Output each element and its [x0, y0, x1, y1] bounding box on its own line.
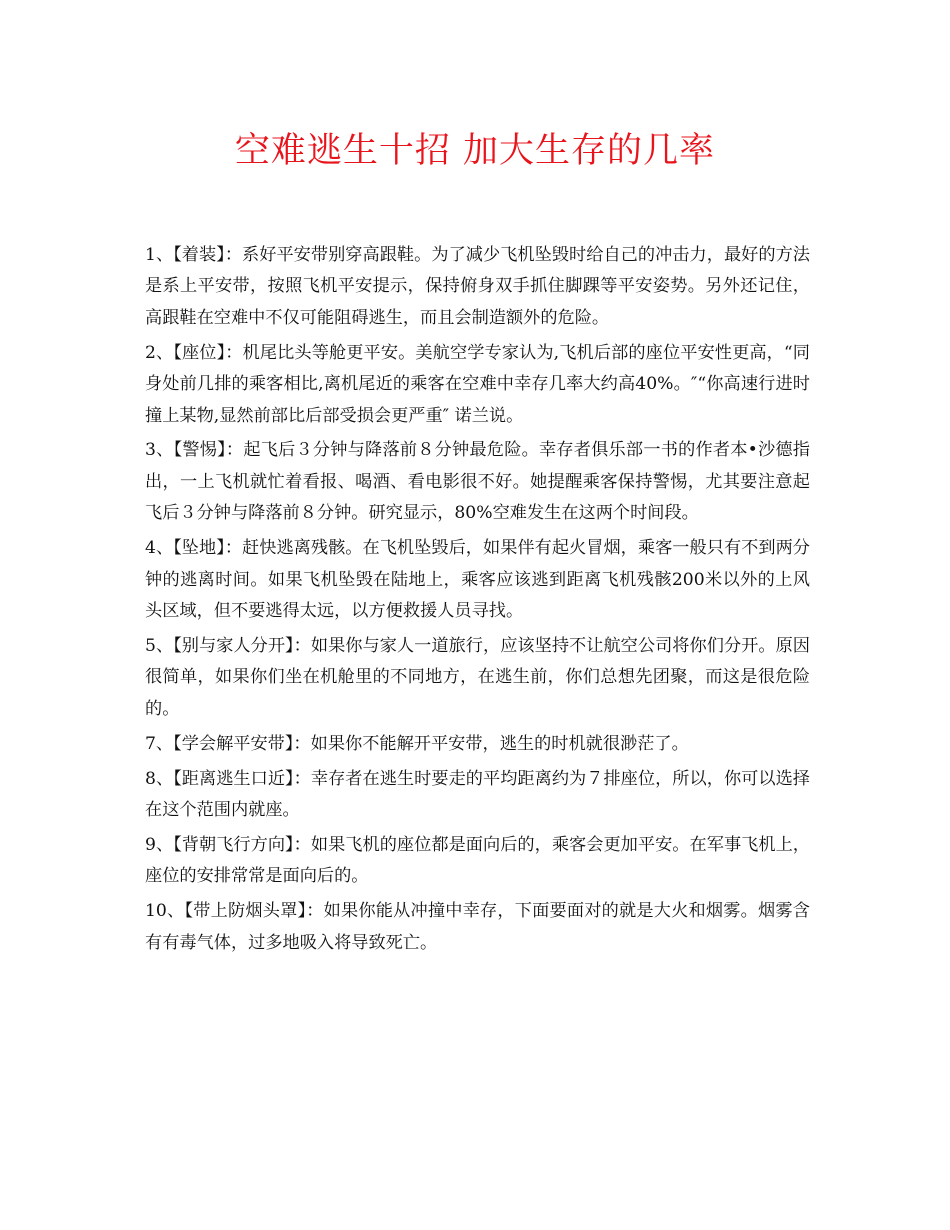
- item-text: 如果你与家人一道旅行，应该坚持不让航空公司将你们分开。原因很简单，如果你们坐在机舱里的不同地方，在逃生前，你们总想先团聚，而这是很危险的。: [145, 635, 810, 719]
- item-heading: 【带上防烟头罩】：: [184, 901, 324, 922]
- item-text: 如果你不能解开平安带，逃生的时机就很渺茫了。: [310, 733, 689, 754]
- item-text: 机尾比头等舱更平安。美航空学专家认为,飞机后部的座位平安性更高，“同身处前几排的乘客相比,离机尾近的乘客在空难中幸存几率大约高40%。″“你高速行进时撞上某物,显然前部比后部受损会更严重″ 诺兰说。: [145, 342, 810, 426]
- item-number: 9、: [145, 834, 174, 855]
- item-heading: 【警惕】：: [173, 440, 244, 461]
- list-item: [145, 435, 810, 529]
- document-body: [145, 240, 810, 962]
- item-number: 3、: [145, 440, 174, 461]
- item-number: 7、: [145, 733, 174, 754]
- item-text: 如果你能从冲撞中幸存，下面要面对的就是大火和烟雾。烟雾含有有毒气体，过多地吸入将导致死亡。: [145, 901, 810, 953]
- item-heading: 【背朝飞行方向】：: [173, 834, 311, 855]
- list-item: [145, 830, 810, 893]
- item-heading: 【学会解平安带】：: [173, 733, 311, 754]
- item-number: 4、: [145, 538, 174, 559]
- item-number: 8、: [145, 768, 174, 789]
- list-item: [145, 533, 810, 627]
- item-text: 如果飞机的座位都是面向后的，乘客会更加平安。在军事飞机上，座位的安排常常是面向后的。: [145, 834, 810, 887]
- item-number: 5、: [145, 635, 174, 656]
- item-number: 2、: [145, 342, 174, 363]
- list-item: [145, 896, 810, 959]
- item-number: 1、: [145, 245, 174, 265]
- item-number: 10、: [145, 901, 185, 922]
- list-item: [145, 338, 810, 432]
- item-heading: 【坠地】：: [173, 538, 243, 559]
- item-heading: 【别与家人分开】：: [173, 635, 311, 656]
- list-item: [145, 729, 810, 760]
- item-text: 系好平安带别穿高跟鞋。为了减少飞机坠毁时给自己的冲击力，最好的方法是系上平安带，按照飞机平安提示，保持俯身双手抓住脚踝等平安姿势。另外还记住，高跟鞋在空难中不仅可能阻碍逃生，而且会制造额外的危险。: [145, 245, 810, 328]
- document-title: 空难逃生十招 加大生存的几率: [234, 131, 716, 171]
- item-heading: 【座位】：: [173, 342, 243, 363]
- item-heading: 【着装】：: [173, 245, 243, 265]
- list-item: [145, 240, 810, 334]
- item-text: 起飞后３分钟与降落前８分钟最危险。幸存者俱乐部一书的作者本•沙德指出，一上飞机就忙着看报、喝酒、看电影很不好。她提醒乘客保持警惕，尤其要注意起飞后３分钟与降落前８分钟。研究显示，80%空难发生在这两个时间段。: [145, 440, 810, 524]
- list-item: [145, 764, 810, 827]
- item-text: 赶快逃离残骸。在飞机坠毁后，如果伴有起火冒烟，乘客一般只有不到两分钟的逃离时间。如果飞机坠毁在陆地上，乘客应该逃到距离飞机残骸200米以外的上风头区域，但不要逃得太远，以方便救援人员寻找。: [145, 538, 810, 621]
- item-text: 幸存者在逃生时要走的平均距离约为７排座位，所以，你可以选择在这个范围内就座。: [145, 768, 810, 820]
- item-heading: 【距离逃生口近】：: [173, 768, 311, 789]
- list-item: [145, 631, 810, 725]
